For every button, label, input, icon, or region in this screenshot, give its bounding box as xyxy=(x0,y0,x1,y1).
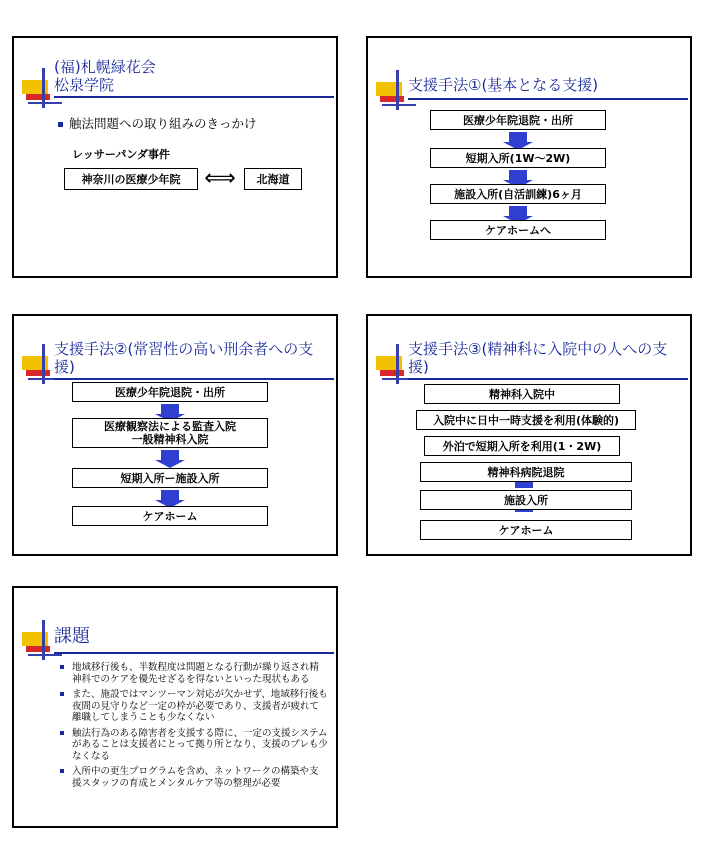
bullet-icon xyxy=(60,692,64,696)
title-rule xyxy=(54,652,334,654)
slide-3-title: 支援手法②(常習性の高い刑余者への支援) xyxy=(54,340,314,376)
left-box: 神奈川の医療少年院 xyxy=(64,168,198,190)
right-box: 北海道 xyxy=(244,168,302,190)
issue-list xyxy=(60,662,328,793)
bullet-item: 触法問題への取り組みのきっかけ xyxy=(58,114,257,132)
title-rule xyxy=(54,378,334,380)
step-box: 入院中に日中一時支援を利用(体験的) xyxy=(416,410,636,430)
step-box: 精神科入院中 xyxy=(424,384,620,404)
down-arrow-icon xyxy=(161,450,179,460)
bullet-icon xyxy=(60,769,64,773)
step-box: ケアホーム xyxy=(420,520,632,540)
bullet-icon xyxy=(60,665,64,669)
down-arrow-icon xyxy=(509,132,527,142)
step-box: ケアホーム xyxy=(72,506,268,526)
down-arrow-icon xyxy=(509,170,527,180)
down-arrow-icon xyxy=(509,206,527,216)
subheading: レッサーパンダ事件 xyxy=(72,148,170,161)
step-box: 外泊で短期入所を利用(1・2W) xyxy=(424,436,620,456)
list-item: 地域移行後も、半数程度は問題となる行動が繰り返され精神科でのケアを優先せざるを得ないといった現状もある xyxy=(60,662,328,685)
down-arrow-icon xyxy=(515,510,533,512)
step-box: 施設入所(自活訓練)6ヶ月 xyxy=(430,184,606,204)
slide-5-title: 課題 xyxy=(54,626,90,647)
title-rule xyxy=(408,378,688,380)
step-box: 短期入所ー施設入所 xyxy=(72,468,268,488)
step-box: 精神科病院退院 xyxy=(420,462,632,482)
slide-3 xyxy=(12,314,338,556)
down-arrow-icon xyxy=(161,404,179,414)
title-rule xyxy=(54,96,334,98)
step-box: 医療少年院退院・出所 xyxy=(430,110,606,130)
step-box: ケアホームへ xyxy=(430,220,606,240)
down-arrow-icon xyxy=(515,482,533,488)
down-arrow-icon xyxy=(161,490,179,500)
slide-4 xyxy=(366,314,692,556)
slide-4-title: 支援手法③(精神科に入院中の人への支援) xyxy=(408,340,668,376)
slide-2-title: 支援手法①(基本となる支援) xyxy=(408,76,599,94)
list-item: また、施設ではマンツーマン対応が欠かせず、地域移行後も夜間の見守りなど一定の枠が必要であり、支援者が疲れて離職してしまうことも少なくない xyxy=(60,689,328,724)
step-box: 施設入所 xyxy=(420,490,632,510)
list-item: 入所中の更生プログラムを含め、ネットワークの構築や支援スタッフの育成とメンタルケア等の整理が必要 xyxy=(60,766,328,789)
step-box: 医療少年院退院・出所 xyxy=(72,382,268,402)
slide-5 xyxy=(12,586,338,828)
slide-1 xyxy=(12,36,338,278)
title-line-2: 松泉学院 xyxy=(54,76,115,94)
exchange-arrow-icon: ⟺ xyxy=(204,166,236,191)
title-rule xyxy=(408,98,688,100)
list-item: 触法行為のある障害者を支援する際に、一定の支援システムがあることは支援者にとって拠り所となり、支援のブレも少なくなる xyxy=(60,728,328,763)
bullet-icon xyxy=(58,122,63,127)
slide-2 xyxy=(366,36,692,278)
bullet-icon xyxy=(60,731,64,735)
slide-1-title xyxy=(54,58,324,94)
step-box: 医療観察法による監査入院 一般精神科入院 xyxy=(72,418,268,448)
step-box: 短期入所(1W〜2W) xyxy=(430,148,606,168)
title-line-1: (福)札幌緑花会 xyxy=(54,58,156,76)
